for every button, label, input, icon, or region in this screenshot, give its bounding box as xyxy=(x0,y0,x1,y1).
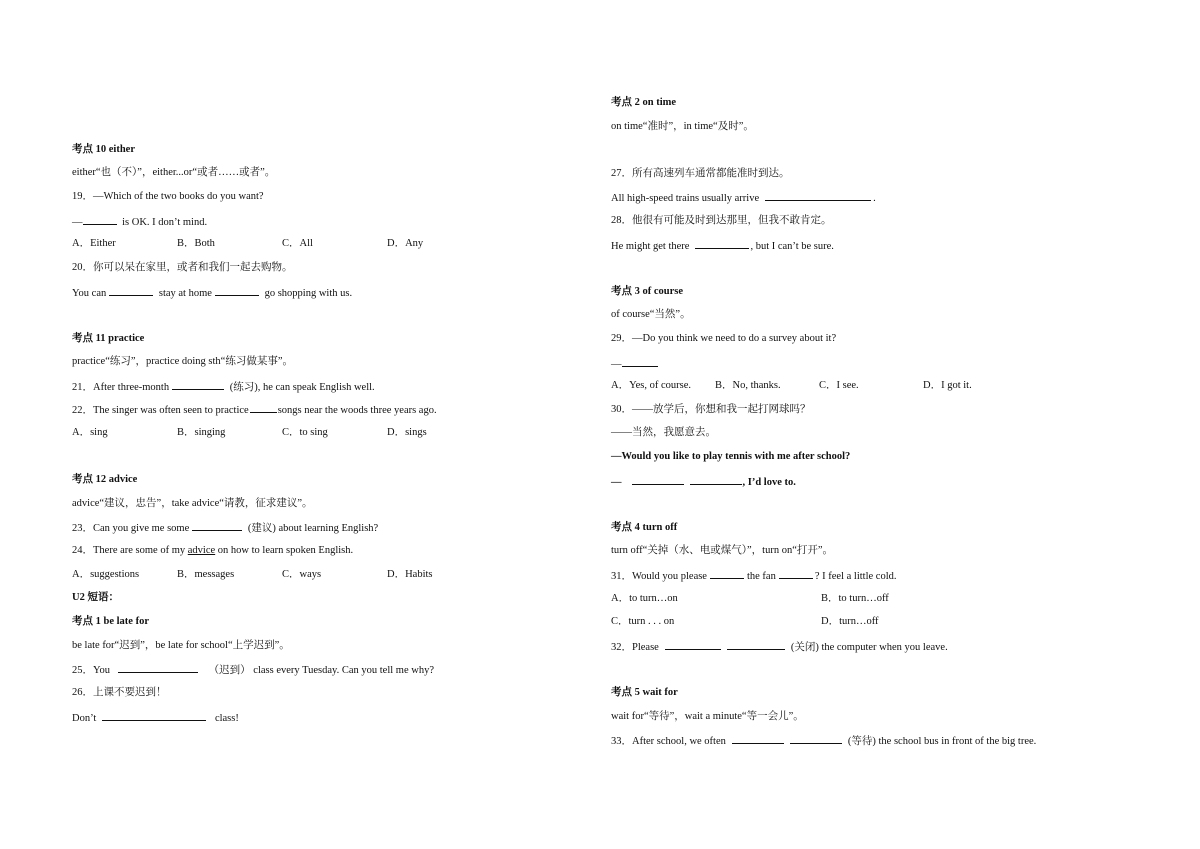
answer-blank[interactable] xyxy=(790,733,842,744)
section-title-advice: 考点 12 advice xyxy=(72,474,138,485)
answer-blank[interactable] xyxy=(690,474,742,485)
definition-either: either“也（不）”，either...or“或者……或者”。 xyxy=(72,167,276,178)
question-24-options xyxy=(72,568,492,582)
definition-advice: advice“建议，忠告”，take advice“请教，征求建议”。 xyxy=(72,498,313,509)
question-25: 25．You （迟到） class every Tuesday. Can you tell me why? xyxy=(72,662,434,678)
question-27-sentence: All high-speed trains usually arrive . xyxy=(611,190,876,206)
question-30-english: —Would you like to play tennis with me after school? xyxy=(611,451,851,462)
question-27-stem: 27．所有高速列车通常都能准时到达。 xyxy=(611,168,790,179)
option-b[interactable]: B．singing xyxy=(177,427,226,438)
option-a[interactable]: A．to turn…on xyxy=(611,593,678,604)
question-32: 32．Please (关闭) the computer when you leave. xyxy=(611,639,948,655)
option-a[interactable]: A．Yes, of course. xyxy=(611,380,692,391)
question-23: 23．Can you give me some (建议) about learning English? xyxy=(72,520,378,536)
question-19-answer: — is OK. I don’t mind. xyxy=(72,214,207,230)
question-20-sentence: You can stay at home go shopping with us. xyxy=(72,285,352,301)
question-19-options xyxy=(72,237,492,251)
question-30-stem: 30．——放学后，你想和我一起打网球吗？ xyxy=(611,404,811,415)
answer-blank[interactable] xyxy=(710,568,744,579)
option-d[interactable]: D．sings xyxy=(387,427,427,438)
answer-blank[interactable] xyxy=(727,639,785,650)
option-d[interactable]: D．turn…off xyxy=(821,616,879,627)
question-31-options-row-2 xyxy=(611,615,879,629)
question-26-stem: 26．上课不要迟到！ xyxy=(72,687,167,698)
question-24: 24．There are some of my advice on how to learn spoken English. xyxy=(72,545,354,556)
answer-blank[interactable] xyxy=(732,733,784,744)
section-title-on-time: 考点 2 on time xyxy=(611,97,677,108)
question-31: 31．Would you please the fan ? I feel a little cold. xyxy=(611,568,897,584)
option-b[interactable]: B．to turn…off xyxy=(821,593,889,604)
section-title-turn-off: 考点 4 turn off xyxy=(611,522,678,533)
section-title-of-course: 考点 3 of course xyxy=(611,286,684,297)
question-22-options xyxy=(72,426,492,440)
section-title-either: 考点 10 either xyxy=(72,144,135,155)
definition-wait-for: wait for“等待”，wait a minute“等一会儿”。 xyxy=(611,711,804,722)
answer-blank[interactable] xyxy=(779,568,813,579)
answer-blank[interactable] xyxy=(765,190,871,201)
answer-blank[interactable] xyxy=(172,379,224,390)
question-20-stem: 20．你可以呆在家里，或者和我们一起去购物。 xyxy=(72,262,293,273)
question-30-answer: — , I’d love to. xyxy=(611,474,796,490)
option-a[interactable]: A．suggestions xyxy=(72,569,140,580)
answer-blank[interactable] xyxy=(665,639,721,650)
question-21: 21．After three-month (练习), he can speak English well. xyxy=(72,379,375,395)
question-30-reply: ——当然，我愿意去。 xyxy=(611,427,716,438)
answer-blank[interactable] xyxy=(118,662,198,673)
answer-blank[interactable] xyxy=(192,520,242,531)
answer-blank[interactable] xyxy=(622,356,658,367)
option-b[interactable]: B．No, thanks. xyxy=(715,380,781,391)
question-19-stem: 19．—Which of the two books do you want? xyxy=(72,191,264,202)
question-29-stem: 29．—Do you think we need to do a survey about it? xyxy=(611,333,837,344)
option-a[interactable]: A．Either xyxy=(72,238,116,249)
definition-of-course: of course“当然”。 xyxy=(611,309,691,320)
option-c[interactable]: C．turn . . . on xyxy=(611,616,675,627)
option-c[interactable]: C．to sing xyxy=(282,427,328,438)
question-31-options-row-1 xyxy=(611,592,889,606)
question-28-sentence: He might get there , but I can’t be sure. xyxy=(611,238,834,254)
definition-be-late-for: be late for“迟到”，be late for school“上学迟到”。 xyxy=(72,640,290,651)
question-29-options xyxy=(611,379,1027,393)
answer-blank[interactable] xyxy=(215,285,259,296)
unit-2-heading: U2 短语： xyxy=(72,592,119,603)
answer-blank[interactable] xyxy=(83,214,117,225)
definition-turn-off: turn off“关掉（水、电或煤气）”，turn on“打开”。 xyxy=(611,545,834,556)
question-29-answer: — xyxy=(611,356,661,372)
question-26-sentence: Don’t class! xyxy=(72,710,239,726)
option-c[interactable]: C．ways xyxy=(282,569,322,580)
question-33: 33．After school, we often (等待) the school bus in front of the big tree. xyxy=(611,733,1036,749)
option-b[interactable]: B．Both xyxy=(177,238,215,249)
answer-blank[interactable] xyxy=(250,402,277,413)
option-c[interactable]: C．I see. xyxy=(819,380,859,391)
option-b[interactable]: B．messages xyxy=(177,569,235,580)
section-title-wait-for: 考点 5 wait for xyxy=(611,687,678,698)
answer-blank[interactable] xyxy=(102,710,206,721)
option-d[interactable]: D．I got it. xyxy=(923,380,972,391)
option-d[interactable]: D．Any xyxy=(387,238,424,249)
option-d[interactable]: D．Habits xyxy=(387,569,433,580)
option-a[interactable]: A．sing xyxy=(72,427,108,438)
definition-on-time: on time“准时”，in time“及时”。 xyxy=(611,121,754,132)
answer-blank[interactable] xyxy=(632,474,684,485)
section-title-practice: 考点 11 practice xyxy=(72,333,145,344)
answer-blank[interactable] xyxy=(695,238,749,249)
option-c[interactable]: C．All xyxy=(282,238,313,249)
answer-blank[interactable] xyxy=(109,285,153,296)
question-28-stem: 28．他很有可能及时到达那里，但我不敢肯定。 xyxy=(611,215,832,226)
question-22: 22．The singer was often seen to practice songs near the woods three years ago. xyxy=(72,402,437,418)
section-title-be-late-for: 考点 1 be late for xyxy=(72,616,149,627)
definition-practice: practice“练习”，practice doing sth“练习做某事”。 xyxy=(72,356,294,367)
